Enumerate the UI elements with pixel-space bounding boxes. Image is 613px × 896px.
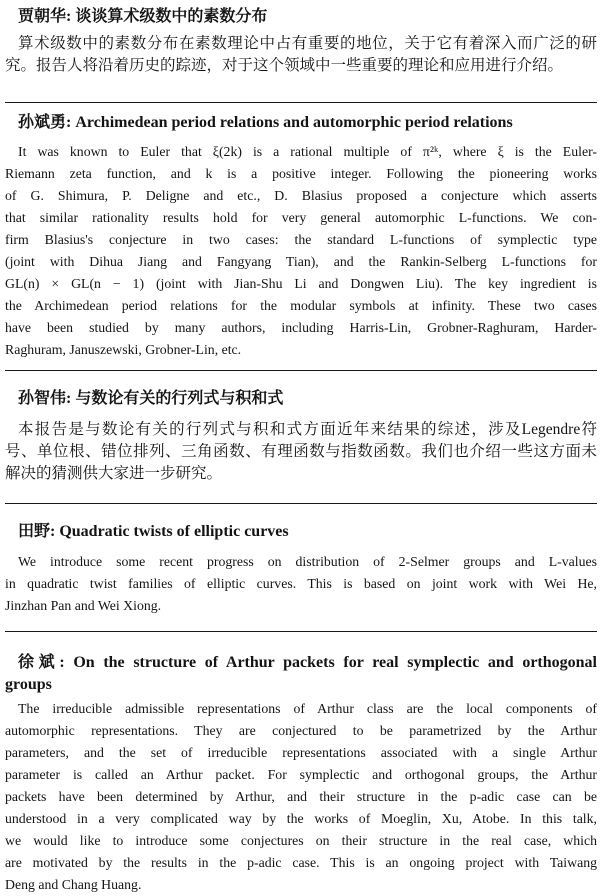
abstract-line: parameters, and the set of irreducible representations associated with a single Arthur bbox=[5, 745, 597, 760]
talk-heading-line: 田野: Quadratic twists of elliptic curves bbox=[18, 523, 289, 540]
abstract-line: It was known to Euler that ξ(2k) is a rational multiple of π²ᵏ, where ξ is the Euler- bbox=[18, 144, 597, 159]
abstract-line: 解决的猜测供大家进一步研究。 bbox=[5, 465, 223, 482]
abstract-line: 算术级数中的素数分布在素数理论中占有重要的地位，关于它有着深入而广泛的研 bbox=[18, 35, 597, 52]
abstract-line: The irreducible admissible representations of Arthur class are the local components of bbox=[18, 701, 597, 716]
abstract-line: Riemann zeta function, and k is a positive integer. Following the pioneering works bbox=[5, 166, 597, 181]
talk-heading bbox=[5, 6, 597, 28]
talk-heading-line: 孙智伟: 与数论有关的行列式与积和式 bbox=[18, 390, 284, 407]
abstract-line: GL(n) × GL(n − 1) (joint with Jian-Shu Li and Dongwen Liu). The key ingredient is bbox=[5, 276, 597, 291]
talk-section-4 bbox=[5, 521, 597, 617]
talk-heading bbox=[5, 388, 597, 410]
abstract-line: that similar rationality results hold for very general automorphic L-functions. We con- bbox=[5, 210, 597, 225]
abstract-line: 号、单位根、错位排列、三角函数、有理函数与指数函数。我们也介绍一些这方面未 bbox=[5, 443, 597, 460]
talk-heading-line: 孙斌勇: Archimedean period relations and automorphic period relations bbox=[18, 114, 513, 131]
abstract-line: automorphic representations. They are conjectured to be parametrized by the Arthur bbox=[5, 723, 597, 738]
abstract-line: are motivated by the results in the p-adic case. This is an ongoing project with Taiwang bbox=[5, 855, 597, 870]
talk-section-1 bbox=[5, 6, 597, 77]
abstract-line: we would like to introduce some conjectures on their structure in the real case, which bbox=[5, 833, 597, 848]
talk-heading-line: 徐斌: On the structure of Arthur packets for real symplectic and orthogonal bbox=[18, 654, 597, 671]
abstract-line: understood in a very complicated way by the works of Moeglin, Xu, Atobe. In this talk, bbox=[5, 811, 597, 826]
talk-section-3 bbox=[5, 388, 597, 485]
abstract-line: firm Blasius's conjecture in two cases: the standard L-functions of symplectic type bbox=[5, 232, 597, 247]
talk-heading bbox=[5, 521, 597, 543]
talk-heading bbox=[5, 652, 597, 696]
abstract-line: 究。报告人将沿着历史的踪迹，对于这个领域中一些重要的理论和应用进行介绍。 bbox=[5, 57, 564, 74]
abstract-line: of G. Shimura, P. Deligne and etc., D. Blasius proposed a conjecture which asserts bbox=[5, 188, 597, 203]
abstract-line: have been studied by many authors, including Harris-Lin, Grobner-Raghuram, Harder- bbox=[5, 320, 597, 335]
section-divider bbox=[5, 102, 597, 103]
section-divider bbox=[5, 503, 597, 504]
talk-abstract bbox=[5, 551, 597, 617]
abstract-line: the Archimedean period relations for the modular symbols at infinity. These two cases bbox=[5, 298, 597, 313]
abstract-line: (joint with Dihua Jiang and Fangyang Tian), and the Rankin-Selberg L-functions for bbox=[5, 254, 597, 269]
talk-abstract bbox=[5, 141, 597, 361]
abstract-line: parameter is called an Arthur packet. For symplectic and orthogonal groups, the Arthur bbox=[5, 767, 597, 782]
abstract-line: Deng and Chang Huang. bbox=[5, 877, 142, 892]
talk-section-2 bbox=[5, 112, 597, 361]
abstract-line: Jinzhan Pan and Wei Xiong. bbox=[5, 598, 162, 613]
talk-heading-line: 贾朝华: 谈谈算术级数中的素数分布 bbox=[18, 8, 268, 25]
talk-abstract bbox=[5, 419, 597, 485]
abstract-line: Raghuram, Januszewski, Grobner-Lin, etc. bbox=[5, 342, 242, 357]
section-divider bbox=[5, 370, 597, 371]
abstract-line: 本报告是与数论有关的行列式与积和式方面近年来结果的综述，涉及Legendre符 bbox=[18, 421, 597, 438]
abstract-line: in quadratic twist families of elliptic curves. This is based on joint work with Wei He, bbox=[5, 576, 597, 591]
talk-heading bbox=[5, 112, 597, 134]
talk-abstract bbox=[5, 698, 597, 896]
talk-section-5 bbox=[5, 652, 597, 896]
section-divider bbox=[5, 631, 597, 632]
talk-heading-line: groups bbox=[5, 676, 52, 693]
abstract-line: packets have been determined by Arthur, and their structure in the p-adic case can be bbox=[5, 789, 597, 804]
abstract-line: We introduce some recent progress on distribution of 2-Selmer groups and L-values bbox=[18, 554, 597, 569]
talk-abstract bbox=[5, 33, 597, 77]
